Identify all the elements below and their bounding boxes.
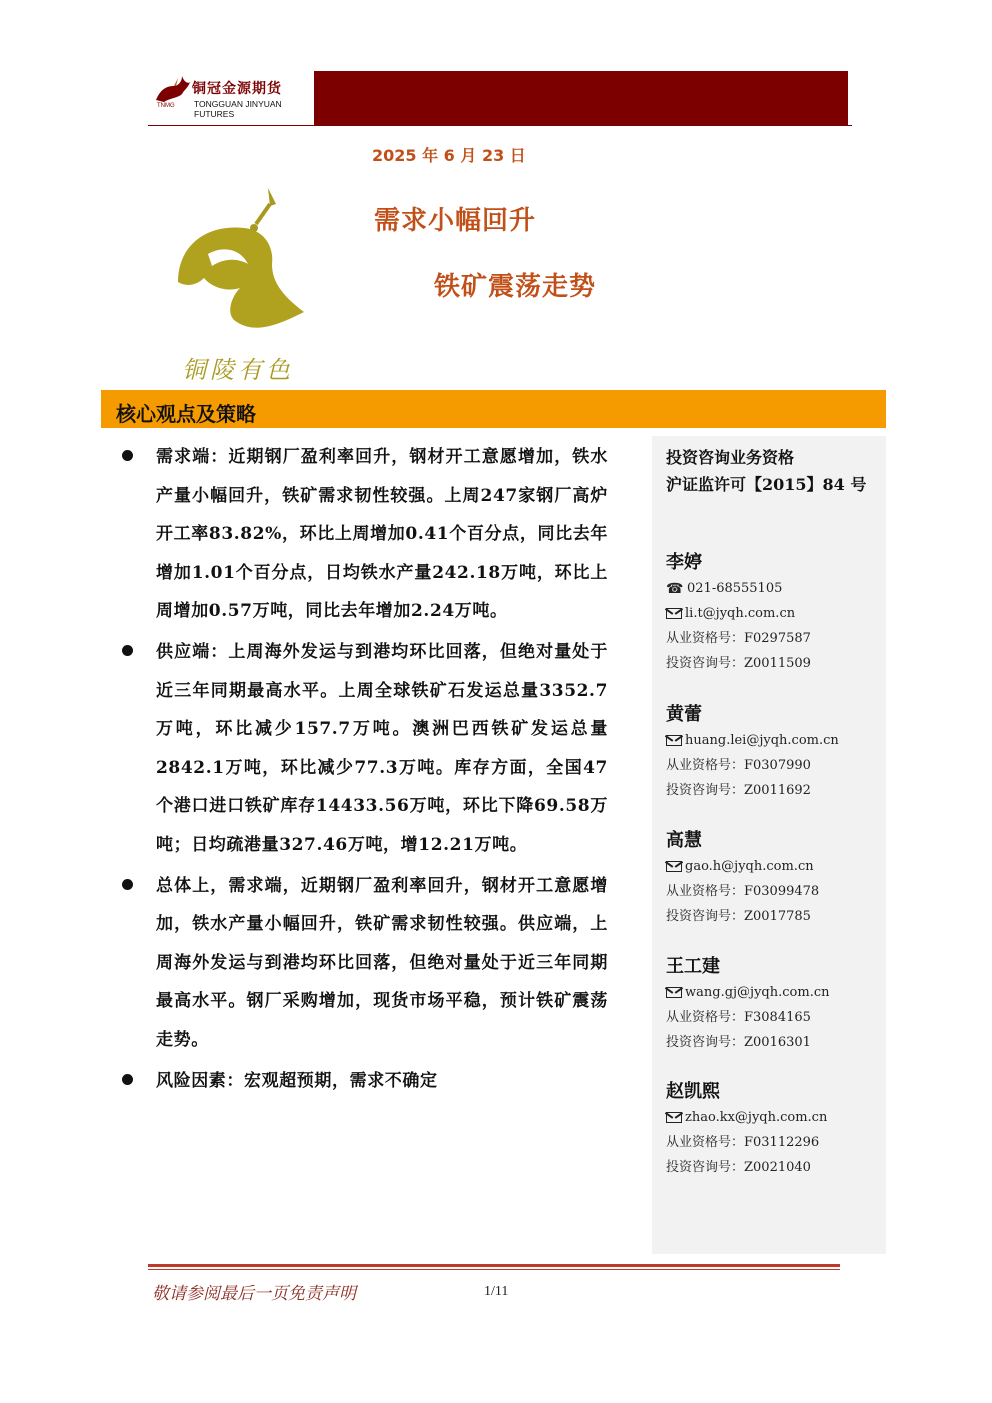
analyst-phone: 021-68555105 [687,581,783,596]
bullet-icon [122,450,133,461]
analyst-qualification: 从业资格号：F0297587 [666,631,811,646]
list-item-text: 供应端：上周海外发运与到港均环比回落，但绝对量处于近三年同期最高水平。上周全球铁矿石发运总量3352.7万吨，环比减少157.7万吨。澳洲巴西铁矿发运总量2842.1万吨，环比减少77.3万吨。库存方面，全国47个港口进口铁矿库存14433.56万吨，环比下降69.58万吨；日均疏港量327.46万吨，增12.21万吨。 [156,641,608,855]
mail-icon [666,987,682,998]
analyst-consult-no: 投资咨询号：Z0017785 [666,909,811,924]
footer-divider [148,1264,840,1267]
analyst-name: 高慧 [666,830,702,851]
analyst-email-row [666,601,881,626]
license-title: 投资咨询业务资格 [666,448,795,467]
emblem-icon [168,184,318,334]
company-name-cn: 铜冠金源期货 [192,81,282,97]
analyst-qualification: 从业资格号：F03112296 [666,1135,820,1150]
report-type: 铁矿周报 [769,100,846,122]
analyst-card [666,826,881,929]
emblem-text: 铜陵有色 [182,356,294,384]
list-item [120,1062,608,1101]
analyst-consult-no: 投资咨询号：Z0021040 [666,1160,811,1175]
report-title-line2: 铁矿震荡走势 [434,272,597,302]
analyst-email-row [666,1105,881,1130]
list-item [120,867,608,1060]
analyst-email-row [666,854,881,879]
logo-abbr: TNMG [157,103,175,109]
mail-icon [666,1112,682,1123]
analyst-phone-row [666,576,881,601]
mail-icon [666,735,682,746]
report-title-line1: 需求小幅回升 [374,206,537,236]
list-item-text: 总体上，需求端，近期钢厂盈利率回升，钢材开工意愿增加，铁水产量小幅回升，铁矿需求韧性较强。供应端，上周海外发运与到港均环比回落，但绝对量处于近三年同期最高水平。钢厂采购增加，现货市场平稳，预计铁矿震荡走势。 [156,875,608,1050]
mail-icon [666,861,682,872]
analyst-consult-no: 投资咨询号：Z0011692 [666,783,811,798]
bullet-icon [122,879,133,890]
key-points-list [120,438,608,1102]
analyst-email-row [666,980,881,1005]
bullet-icon [122,645,133,656]
disclaimer-note[interactable]: 敬请参阅最后一页免责声明 [152,1284,356,1304]
analyst-name: 王工建 [666,956,720,977]
header-bar [314,71,848,125]
analyst-email[interactable]: huang.lei@jyqh.com.cn [685,733,839,748]
list-item-text: 风险因素：宏观超预期，需求不确定 [156,1070,438,1091]
list-item-text: 需求端：近期钢厂盈利率回升，钢材开工意愿增加，铁水产量小幅回升，铁矿需求韧性较强。上周247家钢厂高炉开工率83.82%，环比上周增加0.41个百分点，同比去年增加1.01个百分点，日均铁水产量242.18万吨，环比上周增加0.57万吨，同比去年增加2.24万吨。 [156,447,608,622]
phone-icon: ☎ [666,580,684,597]
analyst-qualification: 从业资格号：F0307990 [666,758,811,773]
analyst-card [666,952,881,1055]
analyst-email[interactable]: gao.h@jyqh.com.cn [685,859,814,874]
section-title: 核心观点及策略 [116,402,256,426]
analyst-email[interactable]: li.t@jyqh.com.cn [685,606,796,621]
page-number: 1/11 [484,1284,509,1299]
company-logo [150,70,315,124]
company-emblem [168,184,318,384]
analyst-name: 李婷 [666,552,702,573]
list-item [120,438,608,631]
analyst-email[interactable]: zhao.kx@jyqh.com.cn [685,1110,828,1125]
analyst-name: 赵凯熙 [666,1081,720,1102]
analyst-consult-no: 投资咨询号：Z0016301 [666,1035,811,1050]
analyst-qualification: 从业资格号：F3084165 [666,1010,811,1025]
mail-icon [666,608,682,619]
analyst-name: 黄蕾 [666,704,702,725]
analyst-qualification: 从业资格号：F03099478 [666,884,820,899]
analyst-card [666,700,881,803]
license-number: 沪证监许可【2015】84 号 [666,475,867,494]
analyst-consult-no: 投资咨询号：Z0011509 [666,656,811,671]
footer-divider-thin [148,1269,840,1270]
company-name-en: TONGGUAN JINYUAN FUTURES [194,99,282,119]
list-item [120,633,608,865]
analyst-email-row [666,728,881,753]
analyst-card [666,548,881,676]
analyst-card [666,1077,881,1180]
report-date: 2025 年 6 月 23 日 [372,146,526,165]
header-divider [148,125,852,126]
analyst-email[interactable]: wang.gj@jyqh.com.cn [685,985,830,1000]
bullet-icon [122,1074,133,1085]
